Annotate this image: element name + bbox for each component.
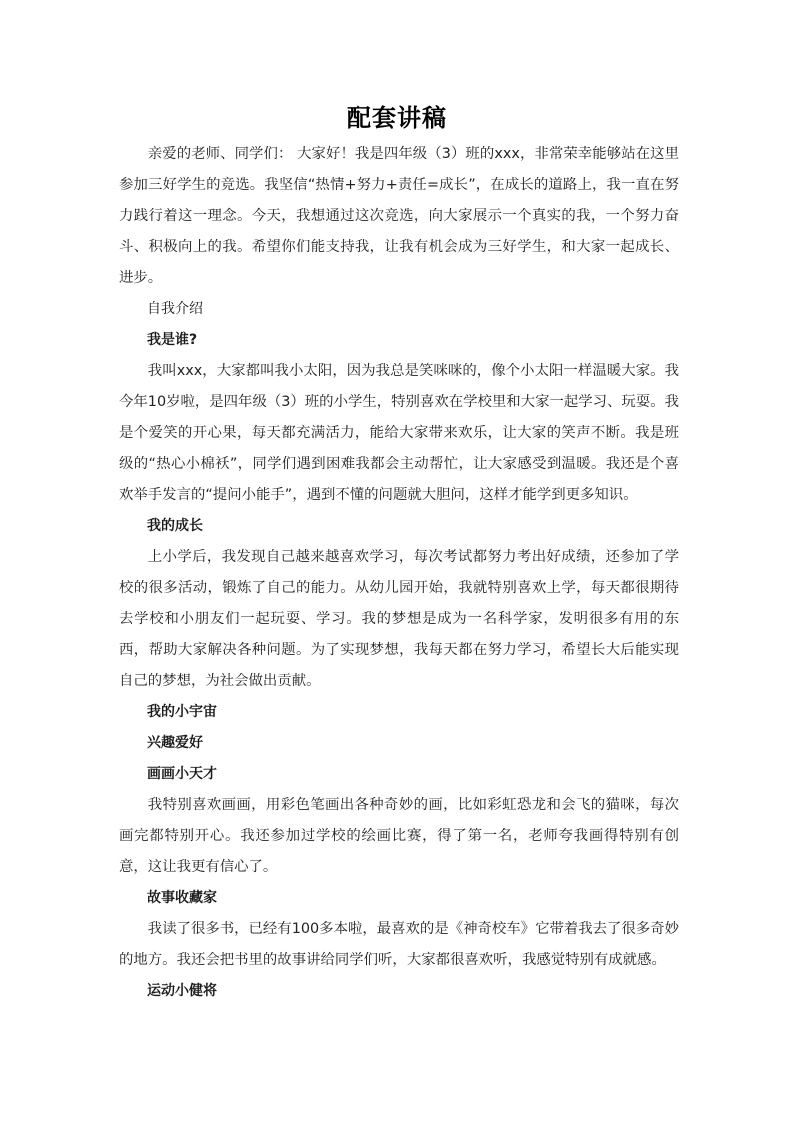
subheading-painting: 画画小天才 [147, 766, 217, 782]
intro-paragraph: 亲爱的老师、同学们： 大家好！我是四年级（3）班的xxx，非常荣幸能够站在这里参加三好学生的竞选。我坚信“热情+努力+责任=成长”，在成长的道路上，我一直在努力践行着这一理念。今天，我想通过这次竞选，向大家展示一个真实的我，一个努力奋斗、积极向上的我。希望你们能支持我，让我有机会成为三好学生，和大家一起成长、进步。 [119, 146, 679, 286]
document-body [119, 139, 679, 1007]
self-intro-paragraph: 我叫xxx，大家都叫我小太阳，因为我总是笑咪咪的，像个小太阳一样温暖大家。我今年10岁啦，是四年级（3）班的小学生，特别喜欢在学校里和大家一起学习、玩耍。我是个爱笑的开心果，每天都充满活力，能给大家带来欢乐，让大家的笑声不断。我是班级的“热心小棉袄”，同学们遇到困难我都会主动帮忙，让大家感受到温暖。我还是个喜欢举手发言的“提问小能手”，遇到不懂的问题就大胆问，这样才能学到更多知识。 [119, 363, 679, 503]
growth-paragraph: 上小学后，我发现自己越来越喜欢学习，每次考试都努力考出好成绩，还参加了学校的很多活动，锻炼了自己的能力。从幼儿园开始，我就特别喜欢上学，每天都很期待去学校和小朋友们一起玩耍、学习。我的梦想是成为一名科学家，发明很多有用的东西，帮助大家解决各种问题。为了实现梦想，我每天都在努力学习，希望长大后能实现自己的梦想，为社会做出贡献。 [119, 549, 679, 689]
section-heading-growth: 我的成长 [147, 518, 203, 534]
section-heading-self-intro: 自我介绍 [147, 301, 203, 317]
subheading-hobbies: 兴趣爱好 [147, 735, 203, 751]
subheading-who-am-i: 我是谁? [147, 332, 198, 348]
document-title: 配套讲稿 [347, 104, 447, 132]
painting-paragraph: 我特别喜欢画画，用彩色笔画出各种奇妙的画，比如彩虹恐龙和会飞的猫咪，每次画完都特别开心。我还参加过学校的绘画比赛，得了第一名，老师夸我画得特别有创意，这让我更有信心了。 [119, 797, 679, 875]
subheading-sports: 运动小健将 [147, 983, 217, 999]
section-heading-universe: 我的小宇宙 [147, 704, 217, 720]
stories-paragraph: 我读了很多书，已经有100多本啦，最喜欢的是《神奇校车》它带着我去了很多奇妙的地方。我还会把书里的故事讲给同学们听，大家都很喜欢听，我感觉特别有成就感。 [119, 921, 679, 968]
subheading-stories: 故事收藏家 [147, 890, 217, 906]
